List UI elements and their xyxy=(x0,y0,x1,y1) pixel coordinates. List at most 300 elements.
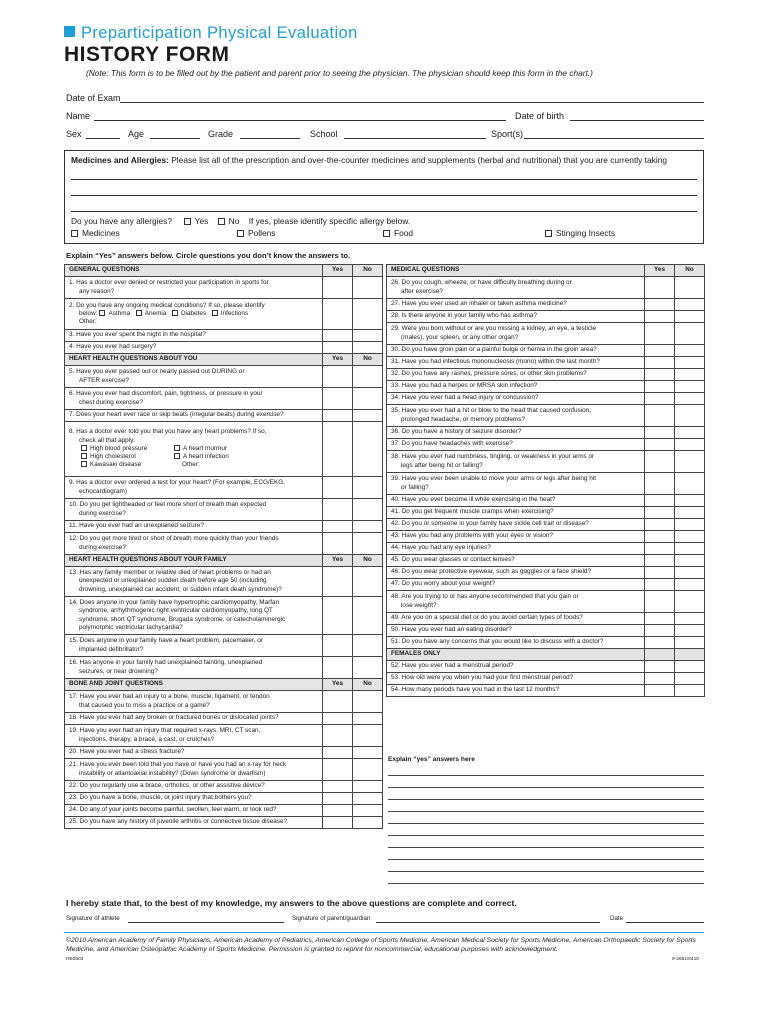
table-row xyxy=(387,591,705,613)
explain-line[interactable] xyxy=(388,799,704,800)
date-label: Date xyxy=(610,915,624,922)
table-row xyxy=(65,499,383,521)
explain-line[interactable] xyxy=(388,787,704,788)
question-text: 50. Have you ever had an eating disorder? xyxy=(387,625,645,637)
date-of-exam-label: Date of Exam xyxy=(66,93,121,103)
answer-cell[interactable] xyxy=(645,685,675,697)
yes-cell[interactable] xyxy=(645,625,675,637)
age-field[interactable] xyxy=(150,138,200,139)
sports-label: Sport(s) xyxy=(491,129,524,139)
no-cell[interactable] xyxy=(675,299,705,311)
allergy-no-checkbox[interactable] xyxy=(218,218,225,225)
table-row xyxy=(65,533,383,555)
no-cell[interactable] xyxy=(675,507,705,519)
explain-line[interactable] xyxy=(388,847,704,848)
section-title: MEDICAL QUESTIONS xyxy=(387,265,645,277)
question-text: prolonged headache, or memory problems? xyxy=(401,415,525,423)
yes-cell[interactable] xyxy=(323,635,353,657)
no-cell[interactable] xyxy=(675,381,705,393)
yes-cell[interactable] xyxy=(323,299,353,330)
question-text: 21. Have you ever been told that you have or have you had an x-ray for neck xyxy=(69,761,287,769)
food-checkbox[interactable] xyxy=(383,230,390,237)
school-label: School xyxy=(310,129,338,139)
yes-cell[interactable] xyxy=(645,277,675,299)
no-cell[interactable] xyxy=(353,793,383,805)
no-header: No xyxy=(353,679,383,691)
allergy-yes-checkbox[interactable] xyxy=(184,218,191,225)
no-cell[interactable] xyxy=(675,357,705,369)
option-label: A heart murmur xyxy=(183,444,228,452)
explain-line[interactable] xyxy=(388,775,704,776)
yes-cell[interactable] xyxy=(645,637,675,649)
no-cell[interactable] xyxy=(675,579,705,591)
question-text: 1. Has a doctor ever denied or restricted your participation in sports for xyxy=(69,279,269,287)
question-text: 30. Do you have groin pain or a painful bulge or hernia in the groin area? xyxy=(387,345,645,357)
no-cell[interactable] xyxy=(353,342,383,354)
no-header: No xyxy=(353,555,383,567)
no-cell[interactable] xyxy=(353,657,383,679)
yes-cell[interactable] xyxy=(323,533,353,555)
no-cell[interactable] xyxy=(675,661,705,673)
question-text: 41. Do you get frequent muscle cramps when exercising? xyxy=(387,507,645,519)
grade-label: Grade xyxy=(208,129,234,139)
option-label: Anemia xyxy=(144,309,167,317)
yes-cell[interactable] xyxy=(323,330,353,342)
table-row xyxy=(65,759,383,781)
table-row xyxy=(387,543,705,555)
table-row xyxy=(387,451,705,473)
table-row xyxy=(65,422,383,477)
question-text: 37. Do you have headaches with exercise? xyxy=(387,439,645,451)
no-cell[interactable] xyxy=(353,805,383,817)
yes-cell[interactable] xyxy=(323,713,353,725)
yes-cell[interactable] xyxy=(645,427,675,439)
table-row xyxy=(387,613,705,625)
explain-line[interactable] xyxy=(388,871,704,872)
medicines-option-label: Medicines xyxy=(82,228,120,238)
question-text: 4. Have you ever had surgery? xyxy=(65,342,323,354)
yes-cell[interactable] xyxy=(323,422,353,477)
question-text: after exercise? xyxy=(401,287,443,295)
question-text: polymorphic ventricular tachycardia? xyxy=(79,623,183,631)
table-row xyxy=(387,519,705,531)
explain-yes-label: Explain “yes” answers here xyxy=(388,756,475,763)
no-cell[interactable] xyxy=(353,725,383,747)
yes-cell[interactable] xyxy=(323,366,353,388)
footer-divider xyxy=(64,932,704,933)
kawasaki-checkbox[interactable] xyxy=(81,461,87,467)
no-cell[interactable] xyxy=(675,613,705,625)
option-label: Kawasaki disease xyxy=(90,461,142,469)
blue-square-icon xyxy=(64,26,75,37)
question-text: 49. Are you on a special diet or do you avoid certain types of foods? xyxy=(387,613,645,625)
section-bone xyxy=(65,679,383,691)
question-text: 54. How many periods have you had in the last 12 months? xyxy=(387,685,645,697)
question-text: 33. Have you had a herpes or MRSA skin infection? xyxy=(387,381,645,393)
no-header: No xyxy=(353,354,383,366)
yes-cell[interactable] xyxy=(323,410,353,422)
no-cell[interactable] xyxy=(353,299,383,330)
answer-cell[interactable] xyxy=(645,673,675,685)
option-label: Infections xyxy=(220,309,249,317)
question-text: 15. Does anyone in your family have a heart problem, pacemaker, or xyxy=(69,637,263,645)
question-text: 36. Do you have a history of seizure disorder? xyxy=(387,427,645,439)
allergy-no-label: No xyxy=(228,216,240,226)
copyright-notice: ©2010 American Academy of Family Physicians, American Academy of Pediatrics, American College of Sports Medicine, American Medical Society for Sports Medicine, American Orthopaedic Society for Sports Medicine, and American Osteopathic Academy of Sports Medicine. Permission is granted to reprint for noncommercial, educational purposes with acknowledgment. xyxy=(66,937,696,953)
explain-line[interactable] xyxy=(388,823,704,824)
question-text: 32. Do you have any rashes, pressure sores, or other skin problems? xyxy=(387,369,645,381)
question-text: 3. Have you ever spent the night in the hospital? xyxy=(65,330,323,342)
question-text: chest during exercise? xyxy=(79,398,143,406)
no-cell[interactable] xyxy=(675,495,705,507)
table-row xyxy=(387,507,705,519)
medicines-checkbox[interactable] xyxy=(71,230,78,237)
yes-header: Yes xyxy=(323,555,353,567)
question-text: 26. Do you cough, wheeze, or have difficulty breathing during or xyxy=(391,279,572,287)
yes-header: Yes xyxy=(323,679,353,691)
explain-line[interactable] xyxy=(388,835,704,836)
table-row xyxy=(65,805,383,817)
insects-checkbox[interactable] xyxy=(545,230,552,237)
parent-signature-field[interactable] xyxy=(376,922,600,923)
yes-cell[interactable] xyxy=(323,342,353,354)
right-questions-table xyxy=(386,264,705,697)
table-row xyxy=(387,555,705,567)
table-row xyxy=(387,673,705,685)
question-text: 24. Do any of your joints become painful, swollen, feel warm, or look red? xyxy=(65,805,323,817)
table-row xyxy=(387,579,705,591)
signature-date-field[interactable] xyxy=(626,922,704,923)
yes-cell[interactable] xyxy=(323,781,353,793)
heart-infection-checkbox[interactable] xyxy=(174,453,180,459)
question-text: 25. Do you have any history of juvenile arthritis or connective tissue disease? xyxy=(65,817,323,829)
question-text: 16. Has anyone in your family had unexplained fainting, unexplained xyxy=(69,659,263,667)
question-text: implanted defibrillator? xyxy=(79,645,144,653)
food-option-label: Food xyxy=(394,228,414,238)
date-of-birth-label: Date of birth xyxy=(515,111,565,121)
other-label: Other: xyxy=(79,318,97,326)
question-text: any reason? xyxy=(79,287,115,295)
yes-cell[interactable] xyxy=(645,439,675,451)
yes-cell[interactable] xyxy=(645,311,675,323)
table-row xyxy=(387,439,705,451)
table-row xyxy=(65,635,383,657)
question-text: 34. Have you ever had a head injury or concussion? xyxy=(387,393,645,405)
question-text: (males), your spleen, or any other organ? xyxy=(401,333,519,341)
question-text: lose weight? xyxy=(401,601,437,609)
question-text: 14. Does anyone in your family have hypertrophic cardiomyopathy, Marfan xyxy=(69,599,280,607)
question-text: 9. Has a doctor ever ordered a test for your heart? (For example, ECG/EKG, xyxy=(69,479,285,487)
section-medical xyxy=(387,265,705,277)
option-label: Asthma xyxy=(108,309,131,317)
section-title: FEMALES ONLY xyxy=(387,649,645,661)
section-title: HEART HEALTH QUESTIONS ABOUT YOU xyxy=(65,354,323,366)
table-row xyxy=(65,747,383,759)
question-text: 44. Have you had any eye injuries? xyxy=(387,543,645,555)
table-row xyxy=(65,793,383,805)
no-cell[interactable] xyxy=(353,759,383,781)
no-cell[interactable] xyxy=(353,330,383,342)
explain-line[interactable] xyxy=(388,859,704,860)
form-note: (Note: This form is to be filled out by the patient and parent prior to seeing the physician. The physician should keep this form in the chart.) xyxy=(86,68,593,78)
no-cell[interactable] xyxy=(675,345,705,357)
yes-cell[interactable] xyxy=(323,747,353,759)
section-heart xyxy=(65,354,383,366)
section-title: GENERAL QUESTIONS xyxy=(65,265,323,277)
section-title: HEART HEALTH QUESTIONS ABOUT YOUR FAMILY xyxy=(65,555,323,567)
no-cell[interactable] xyxy=(353,410,383,422)
question-text: 5. Have you ever passed out or nearly passed out DURING or xyxy=(69,368,245,376)
yes-cell[interactable] xyxy=(323,725,353,747)
no-cell[interactable] xyxy=(353,597,383,635)
school-field[interactable] xyxy=(344,138,486,139)
question-text: that caused you to miss a practice or a game? xyxy=(79,701,210,709)
no-cell[interactable] xyxy=(353,533,383,555)
table-row xyxy=(65,725,383,747)
form-title: Preparticipation Physical Evaluation xyxy=(81,24,358,42)
table-row xyxy=(387,625,705,637)
explain-line[interactable] xyxy=(388,883,704,884)
infections-checkbox[interactable] xyxy=(212,310,218,316)
table-row xyxy=(387,393,705,405)
question-text: unexpected or unexplained sudden death before age 50 (including xyxy=(79,577,267,585)
no-cell[interactable] xyxy=(675,427,705,439)
pollens-checkbox[interactable] xyxy=(237,230,244,237)
no-header: No xyxy=(675,265,705,277)
table-row xyxy=(65,477,383,499)
no-cell[interactable] xyxy=(675,405,705,427)
section-family xyxy=(65,555,383,567)
question-text: 28. Is there anyone in your family who has asthma? xyxy=(387,311,645,323)
no-cell[interactable] xyxy=(353,635,383,657)
no-cell[interactable] xyxy=(675,393,705,405)
no-cell[interactable] xyxy=(353,713,383,725)
yes-cell[interactable] xyxy=(645,519,675,531)
yes-cell[interactable] xyxy=(645,579,675,591)
anemia-checkbox[interactable] xyxy=(136,310,142,316)
answer-cell[interactable] xyxy=(675,673,705,685)
table-row xyxy=(65,330,383,342)
medicines-instructions: Please list all of the prescription and over-the-counter medicines and supplements (herbal and nutritional) that you are currently taking xyxy=(168,155,668,165)
table-row xyxy=(65,691,383,713)
form-subtitle: HISTORY FORM xyxy=(64,43,230,66)
medicines-allergies-box xyxy=(64,150,704,244)
heart-murmur-checkbox[interactable] xyxy=(174,445,180,451)
no-cell[interactable] xyxy=(675,369,705,381)
grade-field[interactable] xyxy=(240,138,300,139)
high-cholesterol-checkbox[interactable] xyxy=(81,453,87,459)
yes-cell[interactable] xyxy=(645,613,675,625)
yes-cell[interactable] xyxy=(323,499,353,521)
athlete-signature-field[interactable] xyxy=(128,922,284,923)
table-row xyxy=(387,323,705,345)
yes-cell[interactable] xyxy=(323,477,353,499)
form-header xyxy=(64,24,704,66)
section-females xyxy=(387,649,705,661)
question-text: 51. Do you have any concerns that you would like to discuss with a doctor? xyxy=(387,637,645,649)
yes-cell[interactable] xyxy=(645,323,675,345)
table-row xyxy=(65,567,383,597)
no-cell[interactable] xyxy=(675,323,705,345)
yes-cell[interactable] xyxy=(645,451,675,473)
no-cell[interactable] xyxy=(353,567,383,597)
question-text: legs after being hit or falling? xyxy=(401,461,483,469)
yes-cell[interactable] xyxy=(323,567,353,597)
question-text: syndrome, short QT syndrome, Brugada syndrome, or catecholaminergic xyxy=(79,615,286,623)
no-cell[interactable] xyxy=(353,366,383,388)
question-text: during exercise? xyxy=(79,543,126,551)
no-cell[interactable] xyxy=(353,277,383,299)
yes-cell[interactable] xyxy=(645,381,675,393)
question-text: during exercise? xyxy=(79,509,126,517)
allergy-detail: If yes, please identify specific allergy below. xyxy=(248,216,411,226)
yes-cell[interactable] xyxy=(323,657,353,679)
question-text: 40. Have you ever become ill while exercising in the heat? xyxy=(387,495,645,507)
yes-cell[interactable] xyxy=(323,817,353,829)
option-label: A heart infection xyxy=(183,453,229,461)
yes-cell[interactable] xyxy=(645,591,675,613)
yes-cell[interactable] xyxy=(323,793,353,805)
no-cell[interactable] xyxy=(353,422,383,477)
diabetes-checkbox[interactable] xyxy=(172,310,178,316)
question-text: AFTER exercise? xyxy=(79,376,130,384)
question-text: 38. Have you ever had numbness, tingling, or weakness in your arms or xyxy=(391,453,595,461)
yes-header: Yes xyxy=(645,265,675,277)
no-cell[interactable] xyxy=(353,477,383,499)
yes-header: Yes xyxy=(323,354,353,366)
no-cell[interactable] xyxy=(675,311,705,323)
no-cell[interactable] xyxy=(675,555,705,567)
yes-cell[interactable] xyxy=(645,555,675,567)
question-text: injections, therapy, a brace, a cast, or crutches? xyxy=(79,735,215,743)
explain-instructions: Explain “Yes” answers below. Circle questions you don’t know the answers to. xyxy=(66,251,351,260)
no-cell[interactable] xyxy=(353,499,383,521)
no-cell[interactable] xyxy=(353,388,383,410)
no-cell[interactable] xyxy=(675,277,705,299)
sex-field[interactable] xyxy=(86,138,120,139)
athlete-signature-label: Signature of athlete xyxy=(66,915,120,922)
yes-cell[interactable] xyxy=(323,388,353,410)
no-cell[interactable] xyxy=(675,591,705,613)
high-blood-pressure-checkbox[interactable] xyxy=(81,445,87,451)
question-text: 19. Have you ever had an injury that required x-rays, MRI, CT scan, xyxy=(69,727,261,735)
table-row xyxy=(65,657,383,679)
no-cell[interactable] xyxy=(353,521,383,533)
yes-cell[interactable] xyxy=(323,805,353,817)
table-row xyxy=(65,817,383,829)
yes-cell[interactable] xyxy=(323,521,353,533)
yes-cell[interactable] xyxy=(645,345,675,357)
no-cell[interactable] xyxy=(675,543,705,555)
medicines-line-1[interactable] xyxy=(71,179,697,180)
table-row xyxy=(65,277,383,299)
yes-cell[interactable] xyxy=(645,543,675,555)
table-row xyxy=(387,637,705,649)
yes-cell[interactable] xyxy=(323,597,353,635)
date-of-exam-field[interactable] xyxy=(120,102,704,103)
table-row xyxy=(387,381,705,393)
name-field[interactable] xyxy=(94,120,506,121)
table-row xyxy=(65,410,383,422)
no-cell[interactable] xyxy=(675,451,705,473)
question-text: 2. Do you have any ongoing medical conditions? If so, please identify xyxy=(69,301,265,309)
certification-statement: I hereby state that, to the best of my knowledge, my answers to the above questions are complete and correct. xyxy=(66,898,517,908)
no-cell[interactable] xyxy=(675,439,705,451)
table-row xyxy=(387,473,705,495)
table-row xyxy=(387,495,705,507)
no-cell[interactable] xyxy=(675,637,705,649)
yes-cell[interactable] xyxy=(645,393,675,405)
option-label: High cholesterol xyxy=(90,453,136,461)
answer-cell[interactable] xyxy=(675,685,705,697)
table-row xyxy=(387,405,705,427)
no-cell[interactable] xyxy=(675,473,705,495)
medicines-line-3[interactable] xyxy=(71,211,697,212)
no-cell[interactable] xyxy=(353,747,383,759)
yes-cell[interactable] xyxy=(645,567,675,579)
table-row xyxy=(387,299,705,311)
yes-cell[interactable] xyxy=(323,691,353,713)
question-text: 31. Have you had infectious mononucleosis (mono) within the last month? xyxy=(387,357,645,369)
yes-cell[interactable] xyxy=(645,369,675,381)
question-text: 13. Has any family member or relative died of heart problems or had an xyxy=(69,569,271,577)
age-label: Age xyxy=(128,129,145,139)
sports-field[interactable] xyxy=(524,138,704,139)
no-cell[interactable] xyxy=(675,625,705,637)
date-of-birth-field[interactable] xyxy=(570,120,704,121)
option-label: High blood pressure xyxy=(90,444,148,452)
yes-cell[interactable] xyxy=(323,759,353,781)
yes-cell[interactable] xyxy=(645,357,675,369)
table-row xyxy=(387,277,705,299)
no-cell[interactable] xyxy=(353,691,383,713)
question-text: instability or atlantoaxial instability? (Down syndrome or dwarfism) xyxy=(79,769,266,777)
left-questions-table xyxy=(64,264,383,829)
explain-line[interactable] xyxy=(388,811,704,812)
question-text: 42. Do you or someone in your family have sickle cell trait or disease? xyxy=(387,519,645,531)
yes-cell[interactable] xyxy=(645,507,675,519)
table-row xyxy=(387,567,705,579)
table-row xyxy=(387,685,705,697)
no-cell[interactable] xyxy=(675,531,705,543)
yes-cell[interactable] xyxy=(645,495,675,507)
yes-cell[interactable] xyxy=(645,405,675,427)
question-text: 11. Have you ever had an unexplained seizure? xyxy=(65,521,323,533)
table-row xyxy=(387,311,705,323)
no-cell[interactable] xyxy=(353,817,383,829)
no-header: No xyxy=(353,265,383,277)
medicines-label: Medicines and Allergies: xyxy=(71,155,169,165)
table-row xyxy=(65,388,383,410)
no-cell[interactable] xyxy=(675,519,705,531)
medicines-line-2[interactable] xyxy=(71,195,697,196)
no-cell[interactable] xyxy=(353,781,383,793)
question-text: echocardiogram) xyxy=(79,487,127,495)
yes-cell[interactable] xyxy=(645,661,675,673)
no-cell[interactable] xyxy=(675,567,705,579)
option-label: Diabetes xyxy=(180,309,207,317)
yes-cell[interactable] xyxy=(323,277,353,299)
table-row xyxy=(387,357,705,369)
table-row xyxy=(65,521,383,533)
yes-cell[interactable] xyxy=(645,299,675,311)
yes-cell[interactable] xyxy=(645,531,675,543)
question-text: 46. Do you wear protective eyewear, such as goggles or a face shield? xyxy=(387,567,645,579)
yes-cell[interactable] xyxy=(645,473,675,495)
asthma-checkbox[interactable] xyxy=(99,310,105,316)
section-title: BONE AND JOINT QUESTIONS xyxy=(65,679,323,691)
question-text: 48. Are you trying to or has anyone recommended that you gain or xyxy=(391,593,579,601)
